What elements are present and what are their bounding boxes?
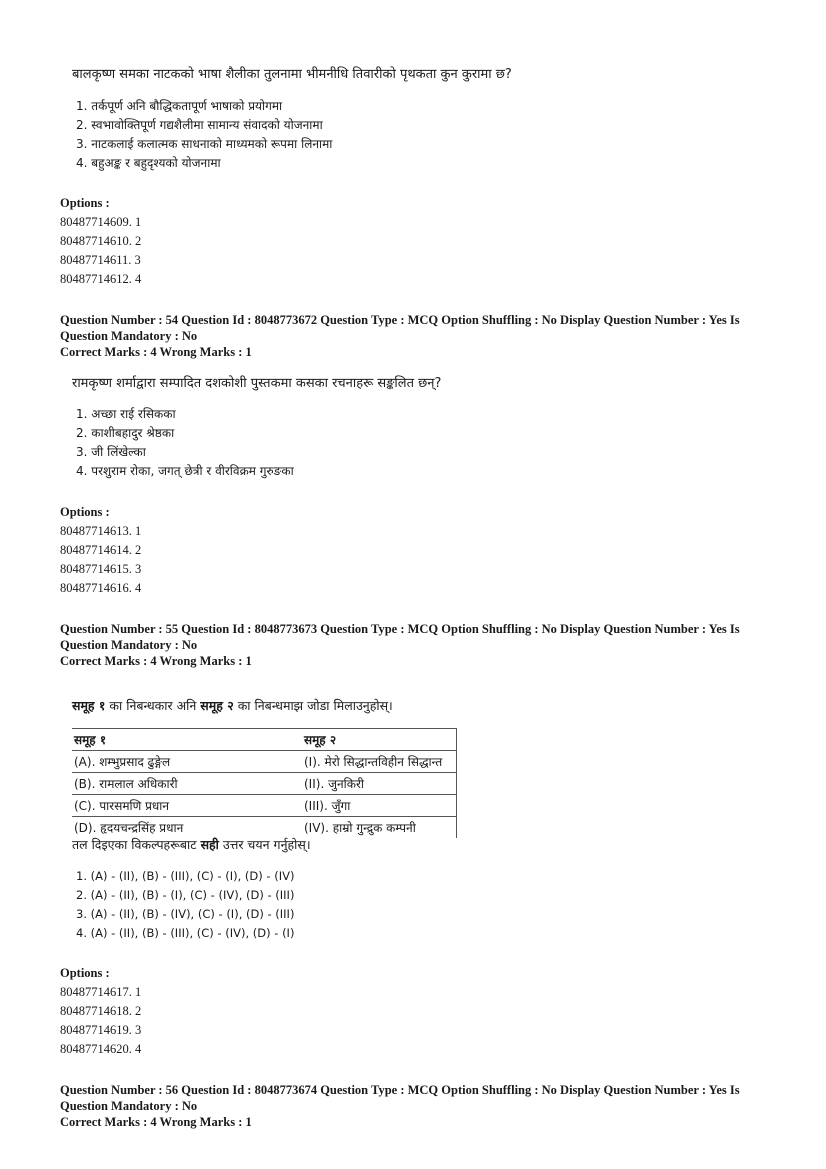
table-row — [72, 817, 457, 839]
q55-option-3: 80487714619. 3 — [60, 1023, 142, 1037]
q53-option-1: 80487714609. 1 — [60, 215, 142, 229]
table-cell-iii: (III). जुँगा — [302, 795, 457, 817]
q54-choice-3: 3. जी लिंखेल्का — [76, 445, 146, 459]
table-cell-ii: (II). जुनकिरी — [302, 773, 457, 795]
q56-meta-line1: Question Number : 56 Question Id : 8048773674 Question Type : MCQ Option Shuffling : No Display Question Number : Yes Is — [60, 1083, 740, 1097]
q54-options-label: Options : — [60, 505, 110, 519]
q56-meta-line3: Correct Marks : 4 Wrong Marks : 1 — [60, 1115, 252, 1129]
q53-choice-4: 4. बहुअङ्क र बहुदृश्यको योजनामा — [76, 156, 221, 170]
q55-choice-3: 3. (A) - (II), (B) - (IV), (C) - (I), (D) - (III) — [76, 907, 295, 921]
table-row — [72, 795, 457, 817]
q53-choices — [76, 97, 332, 173]
table-header-row — [72, 729, 457, 751]
q55-option-1: 80487714617. 1 — [60, 985, 142, 999]
q55-meta-line1: Question Number : 55 Question Id : 8048773673 Question Type : MCQ Option Shuffling : No Display Question Number : Yes Is — [60, 622, 740, 636]
q55-instruction — [72, 697, 393, 715]
q54-option-4: 80487714616. 4 — [60, 581, 142, 595]
table-cell-iv: (IV). हाम्रो गुन्द्रुक कम्पनी — [302, 817, 457, 839]
q54-choice-4: 4. परशुराम रोका, जगत् छेत्री र वीरविक्रम गुरुङका — [76, 464, 294, 478]
q55-choice-1: 1. (A) - (II), (B) - (III), (C) - (I), (D) - (IV) — [76, 869, 295, 883]
q55-match-table — [72, 728, 457, 838]
q55-select-emphasis: सही — [200, 837, 219, 852]
q53-choice-1: 1. तर्कपूर्ण अनि बौद्धिकतापूर्ण भाषाको प्रयोगमा — [76, 99, 283, 113]
q54-meta-line2: Question Mandatory : No — [60, 329, 198, 343]
q55-choice-2: 2. (A) - (II), (B) - (I), (C) - (IV), (D) - (III) — [76, 888, 295, 902]
table-header-group2: समूह २ — [302, 729, 457, 751]
q54-meta-line3: Correct Marks : 4 Wrong Marks : 1 — [60, 345, 252, 359]
q55-options-label: Options : — [60, 966, 110, 980]
q55-choice-4: 4. (A) - (II), (B) - (III), (C) - (IV), (D) - (I) — [76, 926, 295, 940]
q53-choice-2: 2. स्वभावोक्तिपूर्ण गद्यशैलीमा सामान्य संवादको योजनामा — [76, 118, 323, 132]
q54-meta-line1: Question Number : 54 Question Id : 8048773672 Question Type : MCQ Option Shuffling : No Display Question Number : Yes Is — [60, 313, 740, 327]
table-row — [72, 773, 457, 795]
q55-options-block — [60, 964, 141, 1059]
q56-meta-line2: Question Mandatory : No — [60, 1099, 198, 1113]
table-cell-d: (D). हृदयचन्द्रसिंह प्रधान — [74, 821, 184, 835]
q55-choices — [76, 867, 294, 943]
q54-question-text: रामकृष्ण शर्माद्वारा सम्पादित दशकोशी पुस्तकमा कसका रचनाहरू सङ्कलित छन्? — [72, 376, 442, 391]
q54-option-3: 80487714615. 3 — [60, 562, 142, 576]
q55-meta-line3: Correct Marks : 4 Wrong Marks : 1 — [60, 654, 252, 668]
q55-select-pre: तल दिइएका विकल्पहरूबाट — [72, 837, 201, 852]
q54-choices — [76, 405, 294, 481]
q53-choice-3: 3. नाटकलाई कलात्मक साधनाको माध्यमको रूपमा लिनामा — [76, 137, 333, 151]
table-row — [72, 751, 457, 773]
q54-meta — [60, 312, 740, 360]
q54-choice-2: 2. काशीबहादुर श्रेष्ठका — [76, 426, 175, 440]
q55-meta-line2: Question Mandatory : No — [60, 638, 198, 652]
table-cell-i: (I). मेरो सिद्धान्तविहीन सिद्धान्त — [302, 751, 457, 773]
table-cell-c: (C). पारसमणि प्रधान — [72, 795, 302, 817]
q54-options-block — [60, 503, 141, 598]
table-header-group1: समूह १ — [72, 729, 302, 751]
q55-instruction-mid: का निबन्धकार अनि — [105, 698, 201, 713]
q56-meta — [60, 1082, 740, 1130]
q53-option-4: 80487714612. 4 — [60, 272, 142, 286]
q55-meta — [60, 621, 740, 669]
q55-instruction-group2: समूह २ — [200, 698, 234, 713]
table-cell-b: (B). रामलाल अधिकारी — [72, 773, 302, 795]
q54-option-2: 80487714614. 2 — [60, 543, 142, 557]
q55-instruction-end: का निबन्धमाझ जोडा मिलाउनुहोस्। — [233, 698, 393, 713]
table-cell-a: (A). शम्भुप्रसाद ढुङ्गेल — [72, 751, 302, 773]
q53-options-label: Options : — [60, 196, 110, 210]
q54-choice-1: 1. अच्छा राई रसिकका — [76, 407, 176, 421]
q55-select-post: उत्तर चयन गर्नुहोस्। — [218, 837, 311, 852]
q53-option-2: 80487714610. 2 — [60, 234, 142, 248]
q55-option-4: 80487714620. 4 — [60, 1042, 142, 1056]
q55-instruction-group1: समूह १ — [72, 698, 106, 713]
q53-question-text: बालकृष्ण समका नाटकको भाषा शैलीका तुलनामा भीमनीधि तिवारीको पृथकता कुन कुरामा छ? — [72, 67, 512, 82]
q55-option-2: 80487714618. 2 — [60, 1004, 142, 1018]
q53-options-block — [60, 194, 141, 289]
q53-option-3: 80487714611. 3 — [60, 253, 141, 267]
q55-select-instruction — [72, 836, 311, 854]
q54-option-1: 80487714613. 1 — [60, 524, 142, 538]
